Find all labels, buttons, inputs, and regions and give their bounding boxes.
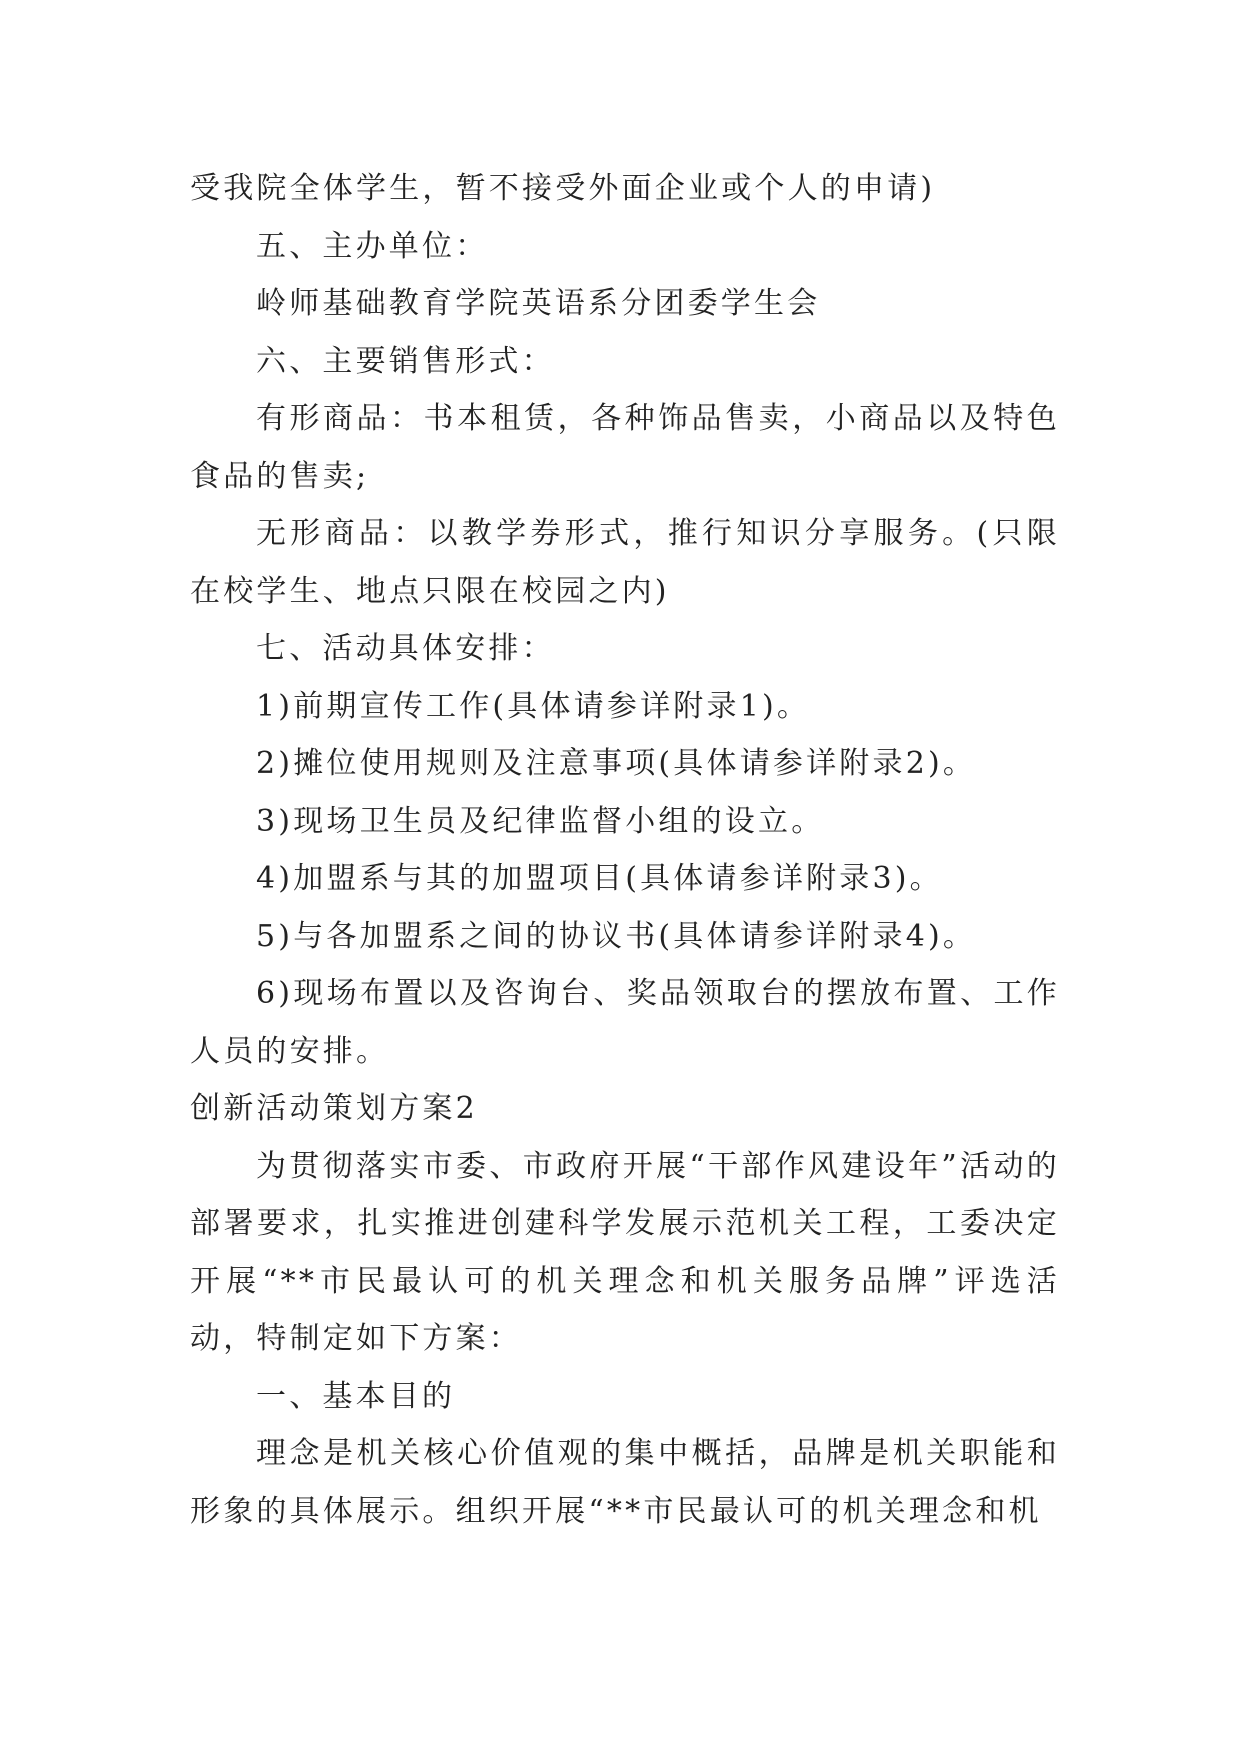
section-heading-basic-purpose: 一、基本目的: [256, 1378, 456, 1414]
list-item-arrangement-1: 1)前期宣传工作(具体请参详附录1)。: [256, 688, 811, 724]
paragraph-basic-purpose: 理念是机关核心价值观的集中概括，品牌是机关职能和形象的具体展示。组织开展“**市民最认可的机关理念和机: [190, 1436, 1060, 1529]
paragraph-tangible-goods: 有形商品：书本租赁，各种饰品售卖，小商品以及特色食品的售卖;: [190, 401, 1060, 494]
list-item-arrangement-6: 6)现场布置以及咨询台、奖品领取台的摆放布置、工作人员的安排。: [190, 976, 1060, 1069]
document-body: [190, 160, 1060, 1540]
paragraph-intangible-goods: 无形商品：以教学券形式，推行知识分享服务。(只限在校学生、地点只限在校园之内): [190, 516, 1060, 609]
list-item-arrangement-3: 3)现场卫生员及纪律监督小组的设立。: [256, 803, 825, 839]
document-title-plan-2: 创新活动策划方案2: [190, 1091, 478, 1126]
section-heading-organizer: 五、主办单位：: [256, 228, 489, 264]
paragraph-continuation: 受我院全体学生，暂不接受外面企业或个人的申请): [190, 171, 936, 206]
section-heading-arrangements: 七、活动具体安排：: [256, 631, 555, 666]
list-item-arrangement-4: 4)加盟系与其的加盟项目(具体请参详附录3)。: [256, 861, 943, 896]
list-item-arrangement-2: 2)摊位使用规则及注意事项(具体请参详附录2)。: [256, 746, 977, 781]
paragraph-plan-2-intro: 为贯彻落实市委、市政府开展“干部作风建设年”活动的部署要求，扎实推进创建科学发展示范机关工程，工委决定开展“**市民最认可的机关理念和机关服务品牌”评选活动，特制定如下方案：: [190, 1148, 1060, 1356]
paragraph-organizer-name: 岭师基础教育学院英语系分团委学生会: [256, 286, 821, 321]
list-item-arrangement-5: 5)与各加盟系之间的协议书(具体请参详附录4)。: [256, 918, 977, 954]
section-heading-sales-forms: 六、主要销售形式：: [256, 343, 555, 379]
